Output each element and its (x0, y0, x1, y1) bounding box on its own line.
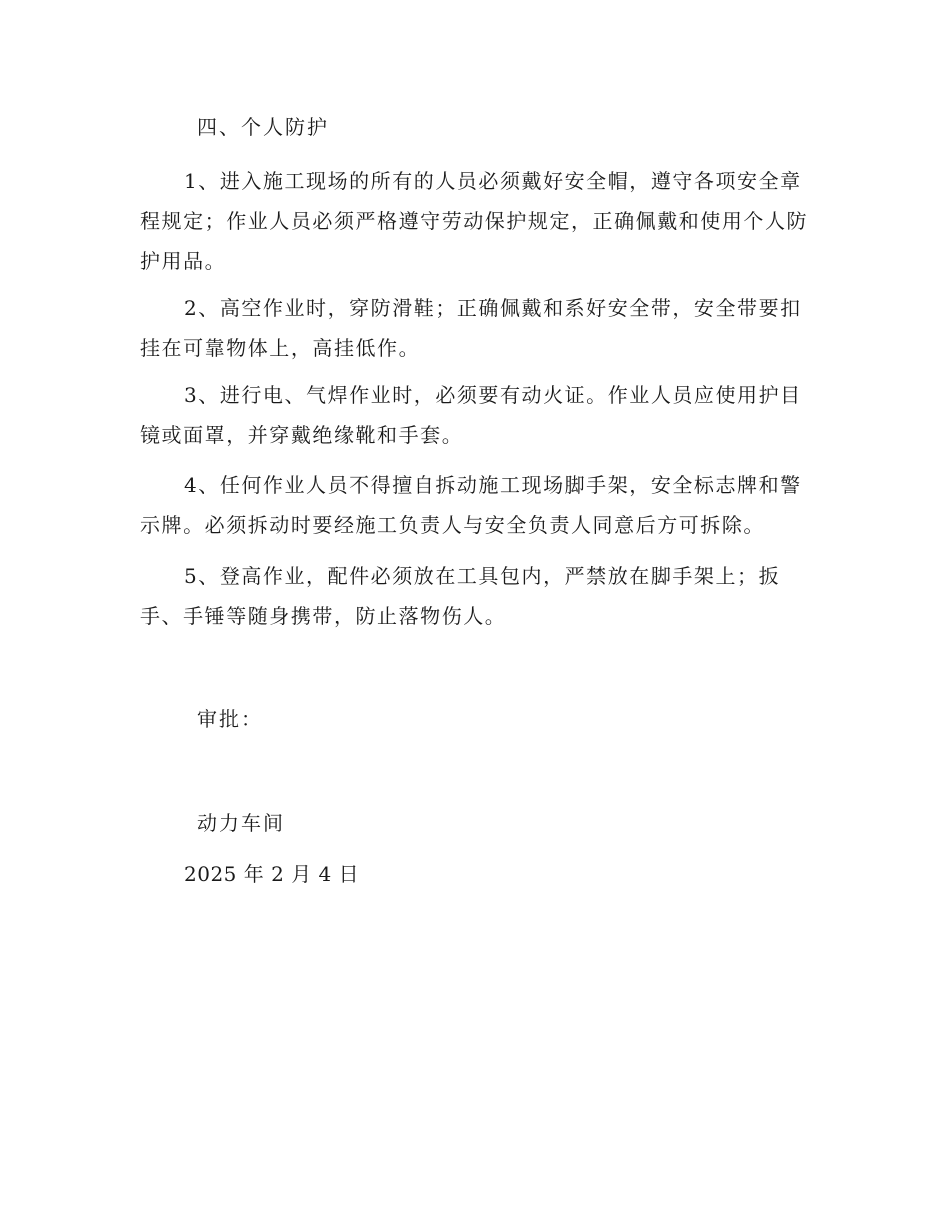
rule-item-3: 3、进行电、气焊作业时，必须要有动火证。作业人员应使用护目镜或面罩，并穿戴绝缘靴和手套。 (140, 383, 802, 447)
document-date: 2025 年 2 月 4 日 (184, 862, 360, 886)
rule-item-1: 1、进入施工现场的所有的人员必须戴好安全帽，遵守各项安全章程规定；作业人员必须严格遵守劳动保护规定，正确佩戴和使用个人防护用品。 (140, 169, 809, 273)
rule-item-2: 2、高空作业时，穿防滑鞋；正确佩戴和系好安全带，安全带要扣挂在可靠物体上，高挂低作。 (140, 296, 802, 360)
approval-label: 审批： (197, 707, 263, 731)
department-name: 动力车间 (197, 811, 285, 835)
rule-item-5: 5、登高作业，配件必须放在工具包内，严禁放在脚手架上；扳手、手锤等随身携带，防止落物伤人。 (140, 564, 781, 628)
rule-item-4: 4、任何作业人员不得擅自拆动施工现场脚手架，安全标志牌和警示牌。必须拆动时要经施工负责人与安全负责人同意后方可拆除。 (140, 473, 802, 537)
section-heading: 四、个人防护 (197, 115, 329, 139)
